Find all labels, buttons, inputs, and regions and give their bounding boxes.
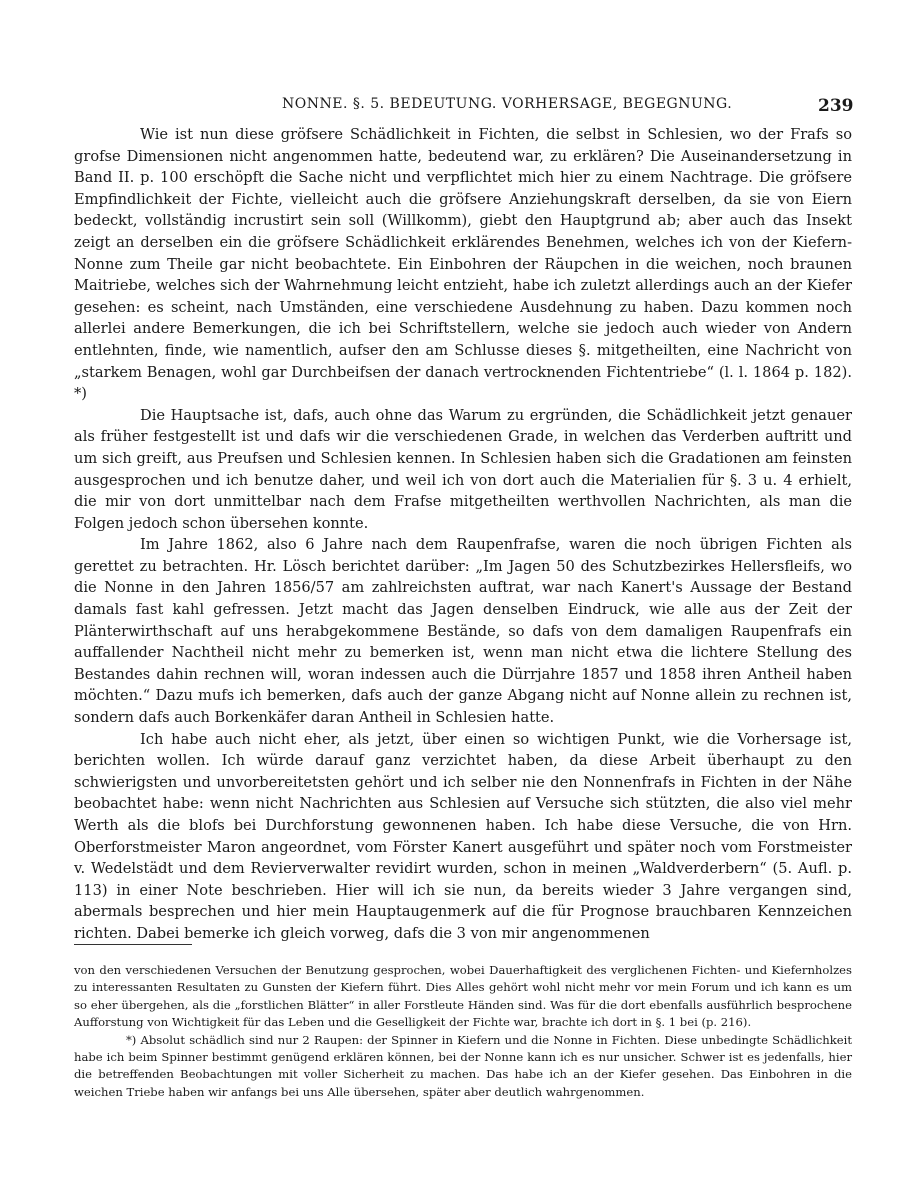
running-head: NONNE. §. 5. BEDEUTUNG. VORHERSAGE, BEGEGNUNG. [282,96,733,112]
main-text [74,124,852,945]
page-number: 239 [818,96,854,116]
footnote-rule [74,944,192,945]
footnote-continuation: von den verschiedenen Versuchen der Benutzung gesprochen, wobei Dauerhaftigkeit des verglichenen Fichten- und Kiefernholzes zu interessanten Resultaten zu Gunsten der Kiefern führt. Dies Alles gehört wohl nicht mehr vor mein Forum und ich kann es um so eher übergehen, als die „forstlichen Blätter“ in aller Forstleute Händen sind. Was für die dort ebenfalls ausführlich besprochene Aufforstung von Wichtigkeit für das Leben und die Geselligkeit der Fichte war, brachte ich dort in §. 1 bei (p. 216). [74,963,852,1030]
paragraph: Wie ist nun diese gröfsere Schädlichkeit in Fichten, die selbst in Schlesien, wo der Frafs so grofse Dimensionen nicht angenommen hatte, bedeutend war, zu erklären? Die Auseinandersetzung in Band II. p. 100 erschöpft die Sache nicht und verpflichtet mich hier zu einem Nachtrage. Die gröfsere Empfindlichkeit der Fichte, vielleicht auch die gröfsere Anziehungskraft derselben, da sie von Eiern bedeckt, vollständig incrustirt sein soll (Willkomm), giebt den Hauptgrund ab; aber auch das Insekt zeigt an derselben ein die gröfsere Schädlichkeit erklärendes Benehmen, welches ich von der Kiefern-Nonne zum Theile gar nicht beobachtete. Ein Einbohren der Räupchen in die weichen, noch braunen Maitriebe, welches sich der Wahrnehmung leicht entzieht, habe ich zuletzt allerdings auch an der Kiefer gesehen: es scheint, nach Umständen, eine verschiedene Ausdehnung zu haben. Dazu kommen noch allerlei andere Bemerkungen, die ich bei Schriftstellern, welche sie jedoch auch wieder von Andern entlehnten, finde, wie namentlich, aufser den am Schlusse dieses §. mitgetheilten, eine Nachricht von „starkem Benagen, wohl gar Durchbeifsen der danach vertrocknenden Fichtentriebe“ (l. l. 1864 p. 182). *) [74,126,852,403]
footnote: *) Absolut schädlich sind nur 2 Raupen: der Spinner in Kiefern und die Nonne in Fichten. Diese unbedingte Schädlichkeit habe ich beim Spinner bestimmt genügend erklären können, bei der Nonne kann ich es nur unsicher. Schwer ist es jedenfalls, hier die betreffenden Beobachtungen mit voller Sicherheit zu machen. Das habe ich an der Kiefer gesehen. Das Einbohren in die weichen Triebe haben wir anfangs bei uns Alle übersehen, später aber deutlich wahrgenommen. [74,1032,852,1099]
paragraph: Im Jahre 1862, also 6 Jahre nach dem Raupenfrafse, waren die noch übrigen Fichten als gerettet zu betrachten. Hr. Lösch berichtet darüber: „Im Jagen 50 des Schutzbezirkes Hellersfleifs, wo die Nonne in den Jahren 1856/57 am zahlreichsten auftrat, war nach Kanert's Aussage der Bestand damals fast kahl gefressen. Jetzt macht das Jagen denselben Eindruck, wie alle aus der Zeit der Plänterwirthschaft auf uns herabgekommene Bestände, so dafs von dem damaligen Raupenfrafs ein auffallender Nachtheil nicht mehr zu bemerken ist, wenn man nicht etwa die lichtere Stellung des Bestandes dahin rechnen will, woran indessen auch die Dürrjahre 1857 und 1858 ihren Antheil haben möchten.“ Dazu mufs ich bemerken, dafs auch der ganze Abgang nicht auf Nonne allein zu rechnen ist, sondern dafs auch Borkenkäfer daran Antheil in Schlesien hatte. [74,536,852,727]
paragraph: Ich habe auch nicht eher, als jetzt, über einen so wichtigen Punkt, wie die Vorhersage ist, berichten wollen. Ich würde darauf ganz verzichtet haben, da diese Arbeit überhaupt zu den schwierigsten und unvorbereitetsten gehört und ich selber nie den Nonnenfrafs in Fichten in der Nähe beobachtet habe: wenn nicht Nachrichten aus Schlesien auf Versuche sich stützten, die also viel mehr Werth als die blofs bei Durchforstung gewonnenen haben. Ich habe diese Versuche, die von Hrn. Oberforstmeister Maron angeordnet, vom Förster Kanert ausgeführt und später noch vom Forstmeister v. Wedelstädt und dem Revierverwalter revidirt wurden, schon in meinen „Waldverderbern“ (5. Aufl. p. 113) in einer Note beschrieben. Hier will ich sie nun, da bereits wieder 3 Jahre vergangen sind, abermals besprechen und hier mein Hauptaugenmerk auf die für Prognose brauchbaren Kennzeichen richten. Dabei bemerke ich gleich vorweg, dafs die 3 von mir angenommenen [74,730,852,942]
footnotes [74,962,852,1101]
paragraph: Die Hauptsache ist, dafs, auch ohne das Warum zu ergründen, die Schädlichkeit jetzt genauer als früher festgestellt ist und dafs wir die verschiedenen Grade, in welchen das Verderben auftritt und um sich greift, aus Preufsen und Schlesien kennen. In Schlesien haben sich die Gradationen am feinsten ausgesprochen und ich benutze daher, und weil ich von dort auch die Materialien für §. 3 u. 4 erhielt, die mir von dort unmittelbar nach dem Frafse mitgetheilten werthvollen Nachrichten, als man die Folgen jedoch schon übersehen konnte. [74,406,852,532]
